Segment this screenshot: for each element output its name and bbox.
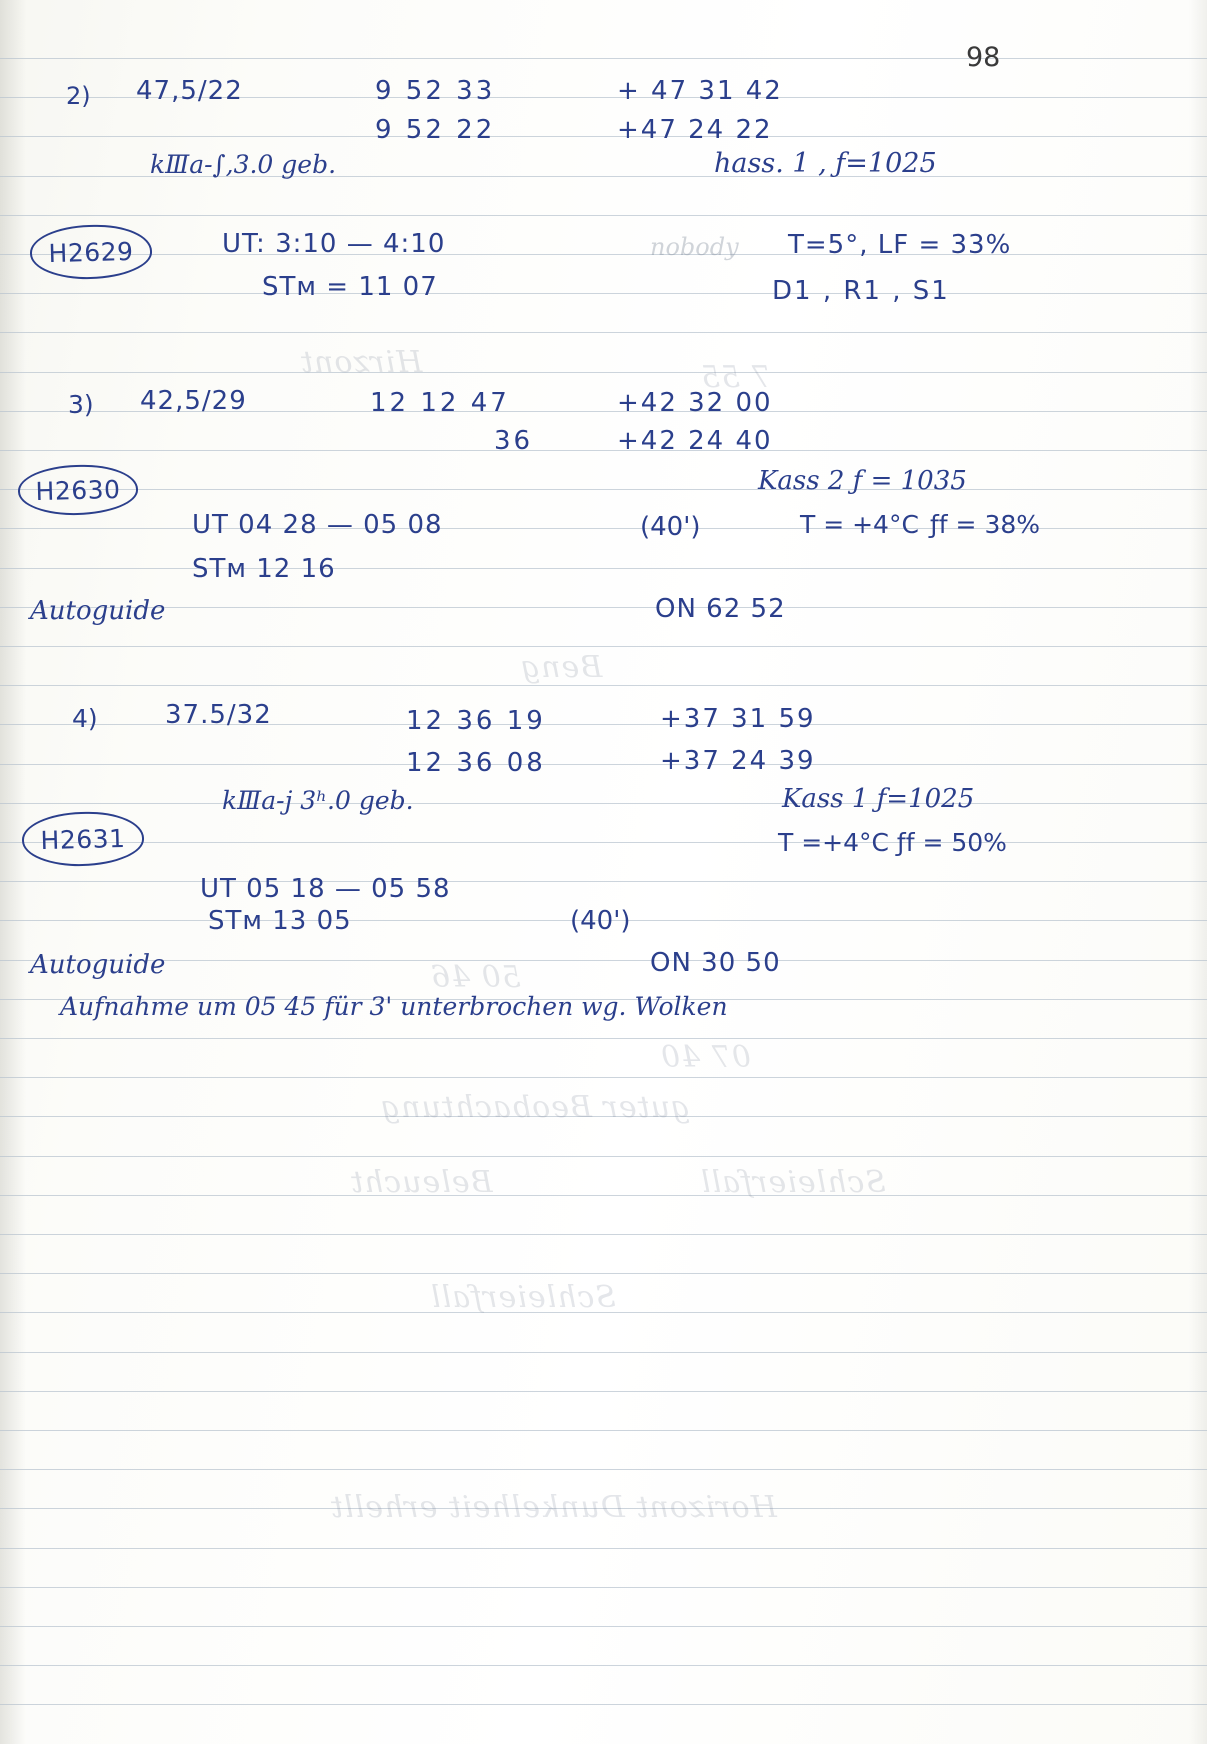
entry-2-ra-line-1: 9 52 33 — [375, 76, 496, 106]
rule-line — [0, 568, 1207, 569]
rule-line — [0, 803, 1207, 804]
entry-4-autoguide-label: Autoguide — [30, 950, 166, 980]
entry-3-humidity: ƒf = 38% — [930, 510, 1041, 539]
bleed-through-text: 7 55 — [700, 360, 771, 395]
rule-line — [0, 1352, 1207, 1353]
entry-2-dec-line-2: +47 24 22 — [617, 115, 773, 145]
entry-4-plate-id[interactable]: H2631 — [21, 810, 144, 867]
entry-3-dec-line-2: +42 24 40 — [617, 426, 773, 456]
rule-line — [0, 1626, 1207, 1627]
rule-line — [0, 1587, 1207, 1588]
entry-4-ra-line-1: 12 36 19 — [406, 706, 546, 736]
entry-3-dec-line-1: +42 32 00 — [617, 388, 773, 418]
entry-2-index: 2) — [66, 82, 91, 110]
rule-line — [0, 1430, 1207, 1431]
rule-line — [0, 332, 1207, 333]
rule-line — [0, 1077, 1207, 1078]
entry-4-ra-line-2: 12 36 08 — [406, 748, 546, 778]
rule-line — [0, 646, 1207, 647]
entry-2-sidereal-time: STм = 11 07 — [262, 272, 438, 302]
entry-2-plate-note: kⅢa-∫,3.0 geb. — [150, 150, 337, 179]
entry-2-weather: T=5°, LF = 33% — [788, 230, 1012, 260]
bleed-through-text: Beng — [520, 650, 603, 685]
entry-3-ra-line-1: 12 12 47 — [370, 388, 510, 418]
rule-line — [0, 58, 1207, 59]
rule-line — [0, 1156, 1207, 1157]
rule-line — [0, 685, 1207, 686]
bleed-through-text: Schleierfall — [700, 1165, 886, 1200]
entry-4-remark: Aufnahme um 05 45 für 3' unterbrochen wg. Wolken — [60, 992, 728, 1021]
rule-line — [0, 293, 1207, 294]
entry-4-cassette: Kass 1 ƒ=1025 — [782, 784, 975, 814]
rule-line — [0, 215, 1207, 216]
entry-2-target: 47,5/22 — [136, 76, 243, 106]
entry-3-target: 42,5/29 — [140, 386, 247, 416]
rule-line — [0, 881, 1207, 882]
entry-3-autoguide-value: ON 62 52 — [655, 594, 786, 624]
rule-line — [0, 136, 1207, 137]
entry-2-ghost-note: nobody — [650, 233, 739, 261]
rule-line — [0, 1704, 1207, 1705]
bleed-through-text: Schleierfall — [430, 1280, 616, 1315]
entry-2-cassette-note: hass. 1 , ƒ=1025 — [714, 148, 937, 179]
rule-line — [0, 1234, 1207, 1235]
entry-3-sidereal-time: STм 12 16 — [192, 554, 336, 584]
rule-line — [0, 450, 1207, 451]
bleed-through-text: guter Beobachtung — [380, 1090, 691, 1125]
rule-line — [0, 764, 1207, 765]
entry-4-ut: UT 05 18 — 05 58 — [200, 874, 451, 904]
entry-2-ut: UT: 3:10 — 4:10 — [222, 229, 446, 259]
rule-line — [0, 1391, 1207, 1392]
entry-3-index: 3) — [68, 390, 94, 419]
rule-line — [0, 1548, 1207, 1549]
entry-3-temperature: T = +4°C — [800, 510, 919, 539]
entry-4-index: 4) — [72, 704, 98, 733]
rule-line — [0, 1665, 1207, 1666]
entry-4-sidereal-time: STм 13 05 — [208, 906, 352, 936]
entry-4-dec-line-1: +37 31 59 — [660, 704, 816, 734]
entry-2-filters: D1 , R1 , S1 — [772, 276, 950, 306]
rule-line — [0, 842, 1207, 843]
rule-line — [0, 372, 1207, 373]
entry-4-duration: (40') — [570, 906, 631, 936]
rule-line — [0, 254, 1207, 255]
rule-line — [0, 1273, 1207, 1274]
entry-2-ra-line-2: 9 52 22 — [375, 115, 496, 145]
bleed-through-text: 07 40 — [660, 1040, 751, 1075]
bleed-through-text: 50 46 — [430, 960, 521, 995]
entry-3-autoguide-label: Autoguide — [30, 596, 166, 626]
rule-line — [0, 1038, 1207, 1039]
page-number: 98 — [966, 42, 1001, 73]
rule-line — [0, 607, 1207, 608]
entry-3-duration: (40') — [640, 512, 701, 542]
entry-3-cassette: Kass 2 ƒ = 1035 — [758, 466, 967, 496]
rule-line — [0, 1469, 1207, 1470]
entry-3-ut: UT 04 28 — 05 08 — [192, 510, 443, 540]
entry-3-ra-line-2: 36 — [494, 426, 534, 456]
rule-line — [0, 1195, 1207, 1196]
entry-2-dec-line-1: + 47 31 42 — [617, 76, 783, 106]
entry-4-dec-line-2: +37 24 39 — [660, 746, 816, 776]
bleed-through-text: Beleucht — [350, 1165, 493, 1200]
entry-4-target: 37.5/32 — [165, 700, 272, 730]
rule-line — [0, 960, 1207, 961]
entry-3-plate-id[interactable]: H2630 — [17, 463, 138, 516]
entry-4-weather: T =+4°C ƒf = 50% — [778, 828, 1007, 857]
bleed-through-text: Hirzont — [300, 345, 423, 380]
entry-4-plate-note: kⅢa-j 3ʰ.0 geb. — [222, 786, 414, 815]
rule-line — [0, 489, 1207, 490]
entry-2-plate-id[interactable]: H2629 — [29, 223, 152, 280]
bleed-through-text: Horizont Dunkelheit erhellt — [330, 1490, 777, 1525]
entry-4-autoguide-value: ON 30 50 — [650, 948, 781, 978]
